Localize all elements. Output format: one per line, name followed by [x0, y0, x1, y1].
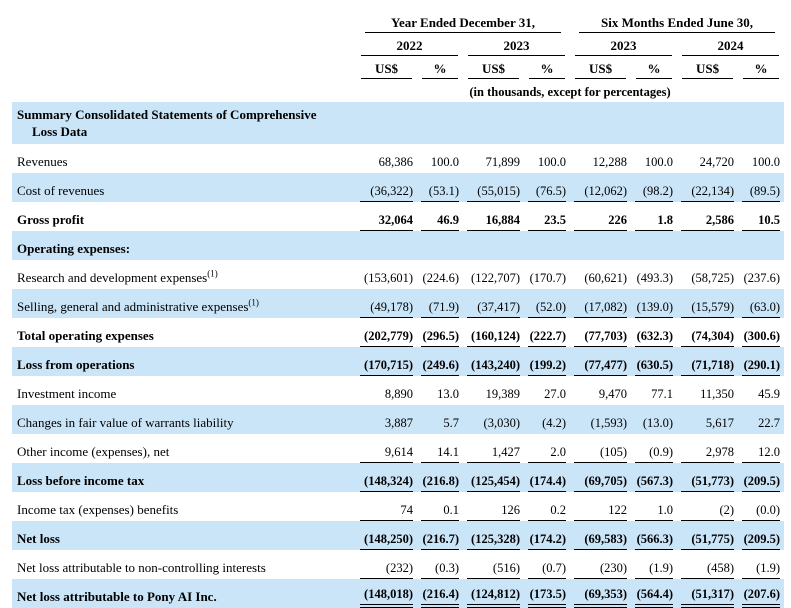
value-cell-usd: (60,621)	[584, 271, 628, 285]
row-label: Loss from operations	[12, 347, 356, 376]
table-body	[12, 102, 784, 608]
value-cell-percent: (53.1)	[417, 173, 463, 202]
value-cell-percent: (632.3)	[631, 318, 677, 347]
value-cell-percent: (174.2)	[524, 521, 570, 550]
period-group-label: Year Ended December 31,	[365, 15, 561, 33]
value-cell-usd: (153,601)	[364, 271, 413, 285]
table-row	[12, 550, 784, 579]
table-row	[12, 347, 784, 376]
value-cell-percent: (216.4)	[417, 579, 463, 608]
table-row	[12, 173, 784, 202]
row-label: Selling, general and administrative expenses$^{(1)}$	[12, 289, 356, 318]
value-cell-percent: (567.3)	[631, 463, 677, 492]
row-label: Total operating expenses	[17, 328, 154, 343]
value-cell-percent: (170.7)	[529, 271, 567, 285]
value-cell-usd: 2,586	[677, 202, 738, 231]
value-cell-percent: (209.5)	[738, 463, 784, 492]
value-cell-percent: 1.0	[631, 492, 677, 521]
value-cell-percent: 77.1	[651, 387, 674, 401]
usd-column-header: US$	[677, 56, 738, 79]
unit-row	[12, 56, 784, 79]
section-title	[12, 102, 356, 144]
value-cell-percent: (4.2)	[524, 405, 570, 434]
table-row	[12, 144, 784, 173]
value-cell-percent: (216.7)	[417, 521, 463, 550]
value-cell-percent: 100.0	[751, 155, 781, 169]
row-label: Cost of revenues	[12, 173, 356, 202]
table-row	[12, 376, 784, 405]
value-cell-percent: (0.7)	[524, 550, 570, 579]
value-cell-usd	[356, 231, 417, 260]
value-cell-percent: 22.7	[738, 405, 784, 434]
value-cell-usd: (69,353)	[570, 579, 631, 608]
value-cell-percent: (76.5)	[524, 173, 570, 202]
table-row	[12, 231, 784, 260]
value-cell-percent: (290.1)	[738, 347, 784, 376]
value-cell-usd: (69,705)	[570, 463, 631, 492]
value-cell-percent: (199.2)	[524, 347, 570, 376]
table-row	[12, 579, 784, 608]
value-cell-usd: 16,884	[463, 202, 524, 231]
value-cell-percent: (566.3)	[631, 521, 677, 550]
value-cell-percent: (89.5)	[738, 173, 784, 202]
table-row	[12, 521, 784, 550]
value-cell-percent: (174.4)	[524, 463, 570, 492]
value-cell-percent: (1.9)	[738, 550, 784, 579]
value-cell-percent: 100.0	[644, 155, 674, 169]
value-cell-usd: (58,725)	[691, 271, 735, 285]
value-cell-percent: (0.3)	[417, 550, 463, 579]
value-cell-usd: (125,454)	[463, 463, 524, 492]
section-header-filler	[356, 102, 784, 144]
value-cell-percent: (63.0)	[738, 289, 784, 318]
value-cell-usd: (51,317)	[677, 579, 738, 608]
table-row	[12, 463, 784, 492]
value-cell-usd: (49,178)	[356, 289, 417, 318]
row-label: Operating expenses:	[12, 231, 356, 260]
value-cell-usd: 126	[463, 492, 524, 521]
percent-column-header: %	[738, 56, 784, 79]
value-cell-percent: (216.8)	[417, 463, 463, 492]
value-cell-percent: (1.9)	[631, 550, 677, 579]
value-cell-percent: (493.3)	[636, 271, 674, 285]
period-group-six-months	[570, 6, 784, 33]
period-group-year-ended	[356, 6, 570, 33]
value-cell-percent: (98.2)	[631, 173, 677, 202]
value-cell-percent: 23.5	[524, 202, 570, 231]
value-cell-percent: 27.0	[544, 387, 567, 401]
period-group-row	[12, 6, 784, 33]
value-cell-usd: (202,779)	[356, 318, 417, 347]
table-row	[12, 289, 784, 318]
value-cell-percent	[524, 231, 570, 260]
table-row	[12, 318, 784, 347]
section-title-line1: Summary Consolidated Statements of Comprehensive	[17, 106, 317, 122]
section-header-row	[12, 102, 784, 144]
header-spacer	[12, 79, 356, 102]
table-header	[12, 6, 784, 102]
year-label: 2023	[468, 38, 565, 56]
value-cell-usd: (2)	[677, 492, 738, 521]
value-cell-usd	[463, 231, 524, 260]
value-cell-percent: (209.5)	[738, 521, 784, 550]
value-cell-usd: (1,593)	[570, 405, 631, 434]
value-cell-percent: 2.0	[524, 434, 570, 463]
value-cell-usd: 3,887	[356, 405, 417, 434]
value-cell-usd: 122	[570, 492, 631, 521]
value-cell-usd: 1,427	[463, 434, 524, 463]
value-cell-percent: (0.9)	[631, 434, 677, 463]
row-label: Income tax (expenses) benefits	[17, 502, 179, 517]
value-cell-usd: (230)	[570, 550, 631, 579]
value-cell-percent: (296.5)	[417, 318, 463, 347]
value-cell-usd: (124,812)	[463, 579, 524, 608]
value-cell-usd: (12,062)	[570, 173, 631, 202]
value-cell-usd: (122,707)	[471, 271, 520, 285]
value-cell-usd: (37,417)	[463, 289, 524, 318]
year-label: 2023	[575, 38, 672, 56]
value-cell-usd: 5,617	[677, 405, 738, 434]
value-cell-usd: (160,124)	[463, 318, 524, 347]
value-cell-usd: (74,304)	[677, 318, 738, 347]
year-column-2024	[677, 33, 784, 56]
value-cell-usd	[677, 231, 738, 260]
value-cell-usd: (15,579)	[677, 289, 738, 318]
header-spacer	[12, 56, 356, 79]
value-cell-usd: 9,470	[598, 387, 628, 401]
value-cell-percent: (173.5)	[524, 579, 570, 608]
value-cell-percent: (13.0)	[631, 405, 677, 434]
value-cell-percent: 45.9	[758, 387, 781, 401]
value-cell-percent: (564.4)	[631, 579, 677, 608]
percent-column-header: %	[631, 56, 677, 79]
value-cell-percent: 46.9	[417, 202, 463, 231]
value-cell-percent: (300.6)	[738, 318, 784, 347]
value-cell-percent: (630.5)	[631, 347, 677, 376]
financial-table	[12, 6, 784, 608]
year-column-2023-interim	[570, 33, 677, 56]
value-cell-usd: (55,015)	[463, 173, 524, 202]
year-label: 2024	[682, 38, 779, 56]
year-label: 2022	[361, 38, 458, 56]
value-cell-usd	[570, 231, 631, 260]
value-cell-usd: (69,583)	[570, 521, 631, 550]
year-column-2023	[463, 33, 570, 56]
value-cell-percent: (237.6)	[743, 271, 781, 285]
value-cell-usd: 12,288	[592, 155, 628, 169]
value-cell-usd: (458)	[677, 550, 738, 579]
row-label: Gross profit	[17, 212, 85, 227]
row-label: Net loss	[12, 521, 356, 550]
value-cell-percent: 0.2	[524, 492, 570, 521]
value-cell-percent: (0.0)	[738, 492, 784, 521]
usd-column-header: US$	[570, 56, 631, 79]
table-row	[12, 492, 784, 521]
period-group-label: Six Months Ended June 30,	[579, 15, 775, 33]
table-row	[12, 405, 784, 434]
value-cell-usd: (148,018)	[356, 579, 417, 608]
value-cell-percent: 5.7	[417, 405, 463, 434]
value-cell-usd: 74	[356, 492, 417, 521]
year-column-2022	[356, 33, 463, 56]
value-cell-usd: (17,082)	[570, 289, 631, 318]
usd-column-header: US$	[356, 56, 417, 79]
value-cell-usd: (232)	[356, 550, 417, 579]
row-label: Revenues	[17, 154, 68, 169]
value-cell-usd: (3,030)	[463, 405, 524, 434]
value-cell-percent: (224.6)	[422, 271, 459, 285]
row-label: Loss before income tax	[12, 463, 356, 492]
value-cell-usd: (51,775)	[677, 521, 738, 550]
value-cell-usd: (105)	[570, 434, 631, 463]
usd-column-header: US$	[463, 56, 524, 79]
value-cell-percent: (52.0)	[524, 289, 570, 318]
value-cell-usd: 68,386	[378, 155, 413, 169]
value-cell-percent: 1.8	[631, 202, 677, 231]
value-cell-percent: (71.9)	[417, 289, 463, 318]
row-label: Investment income	[17, 386, 117, 401]
value-cell-percent: (207.6)	[738, 579, 784, 608]
value-cell-usd: (51,773)	[677, 463, 738, 492]
value-cell-usd: (77,477)	[570, 347, 631, 376]
row-label: Changes in fair value of warrants liability	[12, 405, 356, 434]
value-cell-percent: 13.0	[437, 387, 459, 401]
value-cell-usd: (22,134)	[677, 173, 738, 202]
value-cell-percent	[631, 231, 677, 260]
value-cell-percent: 14.1	[417, 434, 463, 463]
value-cell-usd: (516)	[463, 550, 524, 579]
value-cell-usd: 71,899	[485, 155, 520, 169]
section-title-line2: Loss Data	[32, 123, 88, 139]
units-note-row	[12, 79, 784, 102]
value-cell-usd: 226	[570, 202, 631, 231]
value-cell-usd: 9,614	[356, 434, 417, 463]
value-cell-percent: 0.1	[417, 492, 463, 521]
row-label: Net loss attributable to non-controlling interests	[17, 560, 266, 575]
value-cell-usd: (77,703)	[570, 318, 631, 347]
value-cell-percent: 100.0	[537, 155, 567, 169]
value-cell-usd: (71,718)	[677, 347, 738, 376]
footnote-marker: (1)	[248, 297, 259, 308]
value-cell-percent: 12.0	[738, 434, 784, 463]
value-cell-usd: 11,350	[700, 387, 735, 401]
value-cell-percent: (222.7)	[524, 318, 570, 347]
value-cell-percent: 100.0	[430, 155, 459, 169]
value-cell-percent: (249.6)	[417, 347, 463, 376]
percent-column-header: %	[524, 56, 570, 79]
value-cell-usd: (170,715)	[356, 347, 417, 376]
row-label: Other income (expenses), net	[17, 444, 170, 459]
value-cell-usd: (36,322)	[356, 173, 417, 202]
value-cell-usd: (125,328)	[463, 521, 524, 550]
table-row	[12, 434, 784, 463]
value-cell-usd: 24,720	[699, 155, 735, 169]
value-cell-usd: 2,978	[677, 434, 738, 463]
value-cell-percent	[417, 231, 463, 260]
value-cell-percent	[738, 231, 784, 260]
units-note: (in thousands, except for percentages)	[469, 85, 671, 99]
value-cell-percent: 10.5	[738, 202, 784, 231]
table-row	[12, 202, 784, 231]
table-row	[12, 260, 784, 289]
value-cell-usd: 19,389	[485, 387, 520, 401]
value-cell-usd: (148,324)	[356, 463, 417, 492]
value-cell-usd: 8,890	[384, 387, 413, 401]
percent-column-header: %	[417, 56, 463, 79]
row-label: Research and development expenses$^{(1)}$	[17, 268, 218, 285]
header-spacer	[12, 6, 356, 33]
value-cell-usd: (143,240)	[463, 347, 524, 376]
value-cell-usd: 32,064	[356, 202, 417, 231]
value-cell-percent: (139.0)	[631, 289, 677, 318]
footnote-marker: (1)	[207, 268, 218, 279]
value-cell-usd: (148,250)	[356, 521, 417, 550]
header-spacer	[12, 33, 356, 56]
row-label: Net loss attributable to Pony AI Inc.	[12, 579, 356, 608]
year-row	[12, 33, 784, 56]
